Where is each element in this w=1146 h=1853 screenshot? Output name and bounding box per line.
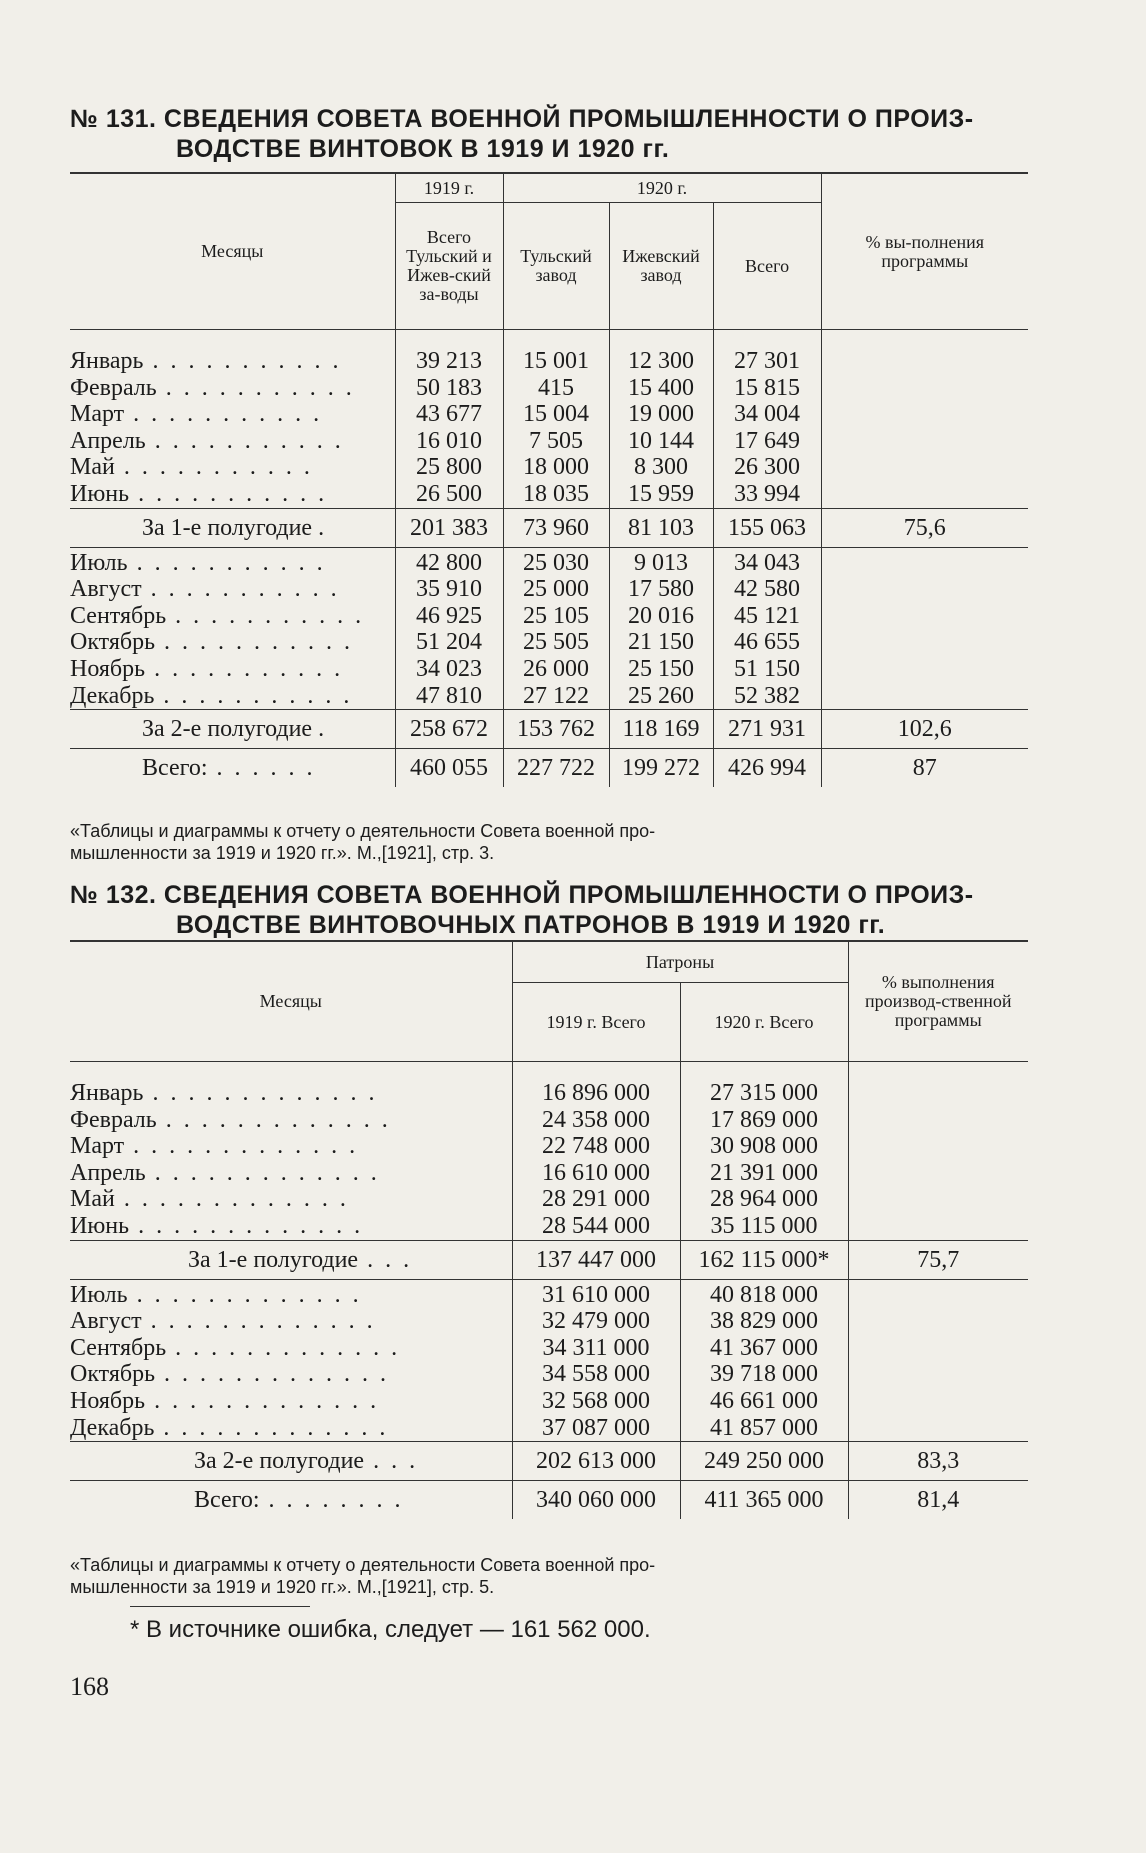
table-row: Январь . . . . . . . . . . . . . 16 896 000 27 315 000 [70, 1062, 1028, 1107]
izhevsk-header: Ижевский завод [609, 203, 713, 330]
doc-132-source [70, 1554, 870, 1598]
table-row: Декабрь . . . . . . . . . . . 47 810 27 122 25 260 52 382 [70, 683, 1028, 710]
table-row: Август . . . . . . . . . . . . . 32 479 000 38 829 000 [70, 1308, 1028, 1335]
cell-1920: 27 315 000 [680, 1062, 848, 1107]
cell-percent: 102,6 [821, 710, 1028, 749]
cell-1919: 50 183 [395, 375, 503, 402]
subtotal-label: За 1-е полугодие [188, 1246, 359, 1273]
subtotal-row: За 1-е полугодие . . . 137 447 000 162 115 000* 75,7 [70, 1240, 1028, 1279]
cell-total: 45 121 [713, 603, 821, 630]
cell-1920: 39 718 000 [680, 1361, 848, 1388]
cell-tula: 25 105 [503, 603, 609, 630]
table-row: Сентябрь . . . . . . . . . . . 46 925 25 105 20 016 45 121 [70, 603, 1028, 630]
year-1920-header: 1920 г. Всего [680, 983, 848, 1062]
percent-header: % вы-полнения программы [821, 173, 1028, 330]
cell-tula: 153 762 [503, 710, 609, 749]
cell-tula: 25 505 [503, 629, 609, 656]
cell-1919: 31 610 000 [512, 1279, 680, 1308]
footnote-divider [130, 1606, 310, 1607]
months-header: Месяцы [259, 991, 322, 1011]
table-row: Март . . . . . . . . . . . 43 677 15 004 19 000 34 004 [70, 401, 1028, 428]
cell-1919: 28 544 000 [512, 1213, 680, 1240]
table-row: Август . . . . . . . . . . . 35 910 25 000 17 580 42 580 [70, 576, 1028, 603]
cell-izhevsk: 17 580 [609, 576, 713, 603]
cell-tula: 15 004 [503, 401, 609, 428]
cell-1919: 16 896 000 [512, 1062, 680, 1107]
table-row: Февраль . . . . . . . . . . . . . 24 358 000 17 869 000 [70, 1107, 1028, 1134]
cell-total: 17 649 [713, 428, 821, 455]
cell-percent: 75,6 [821, 508, 1028, 547]
cell-1919: 22 748 000 [512, 1133, 680, 1160]
month-label: Январь [70, 348, 144, 374]
cell-1919: 51 204 [395, 629, 503, 656]
subtotal-label: За 2-е полугодие [194, 1448, 365, 1475]
cell-percent: 87 [821, 749, 1028, 788]
source-line1: «Таблицы и диаграммы к отчету о деятельности Совета военной про- [70, 821, 656, 841]
tula-header: Тульский завод [503, 203, 609, 330]
month-label: Сентябрь [70, 1334, 167, 1361]
cartridges-table [70, 940, 1028, 1519]
cell-1919: 16 610 000 [512, 1160, 680, 1187]
total-label: Всего: [142, 755, 208, 782]
subtotal-label: За 2-е полугодие [142, 716, 313, 743]
source-line2: мышленности за 1919 и 1920 гг.». М.,[1921], стр. 3. [70, 843, 495, 863]
rifles-table-body [70, 330, 1028, 788]
cell-1919: 137 447 000 [512, 1240, 680, 1279]
year-1919-header: 1919 г. Всего [512, 983, 680, 1062]
cell-1919: 47 810 [395, 683, 503, 710]
cell-total: 26 300 [713, 454, 821, 481]
total-label: Всего: [194, 1487, 260, 1514]
cell-tula: 27 122 [503, 683, 609, 710]
month-label: Июль [70, 1281, 128, 1308]
table-row: Май . . . . . . . . . . . . . 28 291 000 28 964 000 [70, 1186, 1028, 1213]
table-row: Апрель . . . . . . . . . . . 16 010 7 505 10 144 17 649 [70, 428, 1028, 455]
cell-total: 46 655 [713, 629, 821, 656]
cell-tula: 18 000 [503, 454, 609, 481]
cell-izhevsk: 8 300 [609, 454, 713, 481]
cell-total: 27 301 [713, 330, 821, 375]
percent-header: % выполнения производ-ственной программы [848, 941, 1028, 1062]
cell-tula: 25 000 [503, 576, 609, 603]
cell-1919: 43 677 [395, 401, 503, 428]
month-label: Май [70, 454, 115, 481]
cell-izhevsk: 25 260 [609, 683, 713, 710]
year-1920-header: 1920 г. [503, 173, 821, 203]
total-row: Всего: . . . . . . . . 340 060 000 411 365 000 81,4 [70, 1481, 1028, 1520]
cell-1919: 16 010 [395, 428, 503, 455]
source-line1: «Таблицы и диаграммы к отчету о деятельности Совета военной про- [70, 1555, 656, 1575]
year-1919-header: 1919 г. [395, 173, 503, 203]
cell-izhevsk: 20 016 [609, 603, 713, 630]
cartridges-header: Патроны [512, 941, 848, 983]
cell-total: 426 994 [713, 749, 821, 788]
cell-1919: 34 023 [395, 656, 503, 683]
total-1919-header: Всего Тульский и Ижев-ский за-воды [395, 203, 503, 330]
cell-tula: 73 960 [503, 508, 609, 547]
cell-1919: 32 479 000 [512, 1308, 680, 1335]
cell-1919: 340 060 000 [512, 1481, 680, 1520]
cell-total: 15 815 [713, 375, 821, 402]
cell-1919: 460 055 [395, 749, 503, 788]
month-label: Ноябрь [70, 1387, 146, 1414]
cell-izhevsk: 12 300 [609, 330, 713, 375]
month-label: Июнь [70, 1212, 130, 1239]
cell-1920: 30 908 000 [680, 1133, 848, 1160]
table-row: Октябрь . . . . . . . . . . . 51 204 25 505 21 150 46 655 [70, 629, 1028, 656]
table-row: Март . . . . . . . . . . . . . 22 748 000 30 908 000 [70, 1133, 1028, 1160]
month-label: Ноябрь [70, 655, 146, 682]
subtotal-label: За 1-е полугодие [142, 514, 313, 541]
cell-tula: 415 [503, 375, 609, 402]
cell-tula: 7 505 [503, 428, 609, 455]
cell-tula: 15 001 [503, 330, 609, 375]
cell-1920: 41 367 000 [680, 1335, 848, 1362]
cell-1920: 162 115 000* [680, 1240, 848, 1279]
cell-1920: 17 869 000 [680, 1107, 848, 1134]
table-row: Ноябрь . . . . . . . . . . . 34 023 26 000 25 150 51 150 [70, 656, 1028, 683]
cell-1919: 34 311 000 [512, 1335, 680, 1362]
cell-total: 33 994 [713, 481, 821, 508]
doc-131-title-line1: № 131. СВЕДЕНИЯ СОВЕТА ВОЕННОЙ ПРОМЫШЛЕННОСТИ О ПРОИЗ- [70, 105, 974, 133]
cell-izhevsk: 81 103 [609, 508, 713, 547]
month-label: Август [70, 576, 142, 603]
cell-total: 42 580 [713, 576, 821, 603]
table-row: Февраль . . . . . . . . . . . 50 183 415 15 400 15 815 [70, 375, 1028, 402]
month-label: Март [70, 401, 125, 428]
cell-tula: 227 722 [503, 749, 609, 788]
subtotal-row: За 1-е полугодие . 201 383 73 960 81 103 155 063 75,6 [70, 508, 1028, 547]
cell-total: 51 150 [713, 656, 821, 683]
cartridges-table-body [70, 1062, 1028, 1520]
cell-percent: 75,7 [848, 1240, 1028, 1279]
table-row: Июль . . . . . . . . . . . . . 31 610 000 40 818 000 [70, 1279, 1028, 1308]
cell-1919: 24 358 000 [512, 1107, 680, 1134]
doc-131-source [70, 820, 870, 864]
cell-izhevsk: 10 144 [609, 428, 713, 455]
cell-total: 34 004 [713, 401, 821, 428]
cell-1919: 32 568 000 [512, 1388, 680, 1415]
source-line2: мышленности за 1919 и 1920 гг.». М.,[1921], стр. 5. [70, 1577, 495, 1597]
cell-1919: 28 291 000 [512, 1186, 680, 1213]
cell-1920: 411 365 000 [680, 1481, 848, 1520]
cell-percent: 83,3 [848, 1442, 1028, 1481]
cell-1920: 21 391 000 [680, 1160, 848, 1187]
doc-132-title [70, 880, 1028, 940]
total-1920-header: Всего [713, 203, 821, 330]
doc-132-title-line2: ВОДСТВЕ ВИНТОВОЧНЫХ ПАТРОНОВ В 1919 И 1920 гг. [176, 911, 886, 939]
cell-1919: 34 558 000 [512, 1361, 680, 1388]
month-label: Декабрь [70, 682, 155, 709]
month-label: Октябрь [70, 629, 156, 656]
month-label: Февраль [70, 374, 157, 401]
cell-izhevsk: 15 400 [609, 375, 713, 402]
cell-izhevsk: 199 272 [609, 749, 713, 788]
cell-1919: 46 925 [395, 603, 503, 630]
table-row: Апрель . . . . . . . . . . . . . 16 610 000 21 391 000 [70, 1160, 1028, 1187]
cell-izhevsk: 21 150 [609, 629, 713, 656]
table-row: Сентябрь . . . . . . . . . . . . . 34 311 000 41 367 000 [70, 1335, 1028, 1362]
table-row: Октябрь . . . . . . . . . . . . . 34 558 000 39 718 000 [70, 1361, 1028, 1388]
table-row: Май . . . . . . . . . . . 25 800 18 000 8 300 26 300 [70, 454, 1028, 481]
cell-izhevsk: 25 150 [609, 656, 713, 683]
cell-total: 34 043 [713, 547, 821, 576]
cell-1919: 42 800 [395, 547, 503, 576]
cell-1919: 25 800 [395, 454, 503, 481]
cell-tula: 18 035 [503, 481, 609, 508]
month-label: Февраль [70, 1106, 157, 1133]
rifles-table [70, 172, 1028, 787]
cell-izhevsk: 15 959 [609, 481, 713, 508]
month-label: Май [70, 1186, 115, 1213]
month-label: Август [70, 1308, 142, 1335]
month-label: Апрель [70, 427, 146, 454]
months-header: Месяцы [201, 241, 264, 261]
table-row: Январь . . . . . . . . . . . 39 213 15 001 12 300 27 301 [70, 330, 1028, 375]
cell-1919: 37 087 000 [512, 1415, 680, 1442]
month-label: Июль [70, 549, 128, 576]
cell-1920: 41 857 000 [680, 1415, 848, 1442]
month-label: Апрель [70, 1159, 146, 1186]
cell-1919: 39 213 [395, 330, 503, 375]
cell-1919: 202 613 000 [512, 1442, 680, 1481]
month-label: Июнь [70, 480, 130, 507]
cell-total: 52 382 [713, 683, 821, 710]
month-label: Декабрь [70, 1414, 155, 1441]
doc-132-title-line1: № 132. СВЕДЕНИЯ СОВЕТА ВОЕННОЙ ПРОМЫШЛЕННОСТИ О ПРОИЗ- [70, 881, 974, 909]
cell-tula: 25 030 [503, 547, 609, 576]
month-label: Март [70, 1133, 125, 1160]
cell-izhevsk: 118 169 [609, 710, 713, 749]
cell-1919: 201 383 [395, 508, 503, 547]
table-row: Июнь . . . . . . . . . . . 26 500 18 035 15 959 33 994 [70, 481, 1028, 508]
subtotal-row: За 2-е полугодие . . . 202 613 000 249 250 000 83,3 [70, 1442, 1028, 1481]
cell-1920: 28 964 000 [680, 1186, 848, 1213]
cell-1919: 258 672 [395, 710, 503, 749]
page-number: 168 [70, 1672, 109, 1701]
cell-1919: 26 500 [395, 481, 503, 508]
cell-total: 155 063 [713, 508, 821, 547]
total-row: Всего: . . . . . . 460 055 227 722 199 272 426 994 87 [70, 749, 1028, 788]
cell-1920: 46 661 000 [680, 1388, 848, 1415]
month-label: Сентябрь [70, 602, 167, 629]
table-row: Декабрь . . . . . . . . . . . . . 37 087 000 41 857 000 [70, 1415, 1028, 1442]
cell-1919: 35 910 [395, 576, 503, 603]
cell-izhevsk: 19 000 [609, 401, 713, 428]
table-row: Ноябрь . . . . . . . . . . . . . 32 568 000 46 661 000 [70, 1388, 1028, 1415]
doc-131-title-line2: ВОДСТВЕ ВИНТОВОК В 1919 И 1920 гг. [176, 135, 670, 163]
cell-1920: 40 818 000 [680, 1279, 848, 1308]
doc-131-title [70, 104, 1028, 164]
month-label: Январь [70, 1080, 144, 1106]
cell-total: 271 931 [713, 710, 821, 749]
cell-percent: 81,4 [848, 1481, 1028, 1520]
cell-1920: 38 829 000 [680, 1308, 848, 1335]
cell-izhevsk: 9 013 [609, 547, 713, 576]
month-label: Октябрь [70, 1361, 156, 1388]
subtotal-row: За 2-е полугодие . 258 672 153 762 118 169 271 931 102,6 [70, 710, 1028, 749]
cell-1920: 35 115 000 [680, 1213, 848, 1240]
table-row: Июнь . . . . . . . . . . . . . 28 544 000 35 115 000 [70, 1213, 1028, 1240]
footnote: * В источнике ошибка, следует — 161 562 000. [130, 1616, 651, 1643]
table-row: Июль . . . . . . . . . . . 42 800 25 030 9 013 34 043 [70, 547, 1028, 576]
cell-1920: 249 250 000 [680, 1442, 848, 1481]
cell-tula: 26 000 [503, 656, 609, 683]
